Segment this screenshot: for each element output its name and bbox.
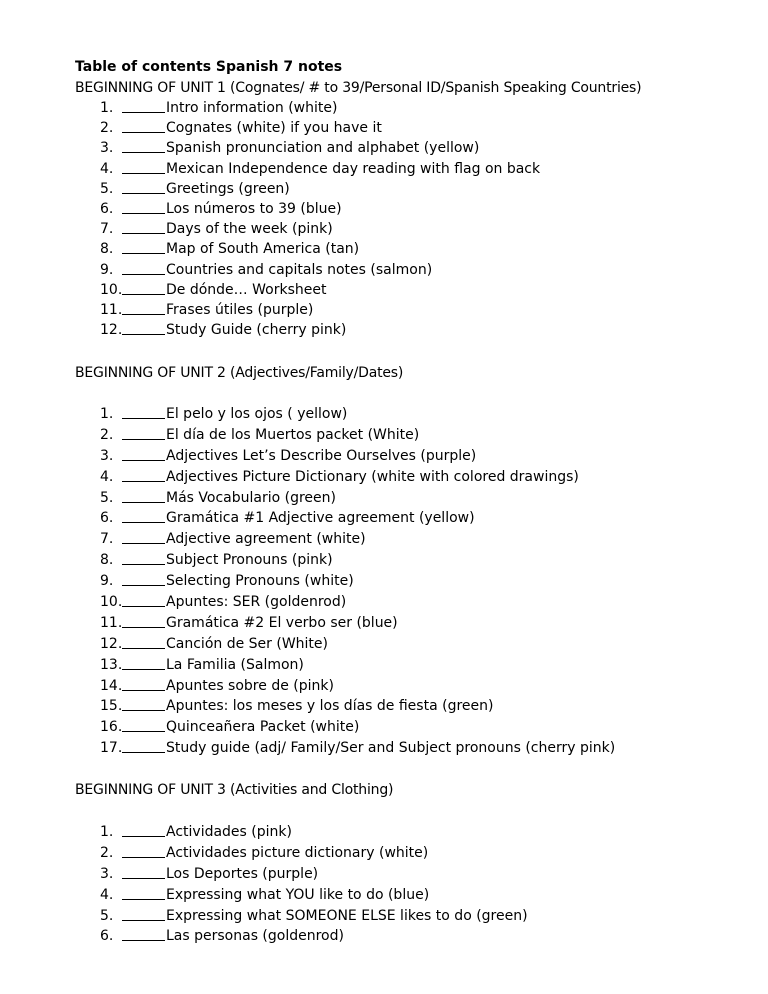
check-blank — [122, 752, 165, 753]
item-text: Gramática #1 Adjective agreement (yellow) — [166, 510, 475, 527]
check-blank — [122, 314, 165, 315]
item-number: 12. — [100, 322, 123, 339]
check-blank — [122, 648, 165, 649]
item-number: 5. — [100, 180, 114, 197]
check-blank — [122, 213, 165, 214]
check-blank — [122, 564, 165, 565]
check-blank — [122, 233, 165, 234]
item-text: Adjectives Let’s Describe Ourselves (purple) — [166, 447, 477, 464]
item-text: Adjective agreement (white) — [166, 531, 366, 548]
item-text: Expressing what SOMEONE ELSE likes to do (green) — [166, 907, 528, 924]
item-text: Map of South America (tan) — [166, 241, 360, 258]
item-text: Las personas (goldenrod) — [166, 928, 344, 945]
check-blank — [122, 502, 165, 503]
check-blank — [122, 418, 165, 419]
item-text: La Familia (Salmon) — [166, 656, 304, 673]
check-blank — [122, 152, 165, 153]
item-text: Actividades (pink) — [166, 824, 292, 840]
item-number: 10. — [100, 594, 123, 611]
item-number: 3. — [100, 447, 114, 464]
item-number: 15. — [100, 698, 123, 715]
check-blank — [122, 899, 165, 900]
unit-1-heading: BEGINNING OF UNIT 1 (Cognates/ # to 39/Personal ID/Spanish Speaking Countries) — [75, 80, 642, 96]
item-number: 6. — [100, 200, 114, 217]
item-text: Spanish pronunciation and alphabet (yellow) — [166, 140, 480, 157]
item-text: Más Vocabulario (green) — [166, 489, 336, 506]
item-number: 11. — [100, 301, 123, 318]
item-number: 4. — [100, 886, 114, 903]
item-number: 5. — [100, 489, 114, 506]
item-number: 6. — [100, 928, 114, 945]
check-blank — [122, 543, 165, 544]
check-blank — [122, 857, 165, 858]
item-number: 12. — [100, 635, 123, 652]
item-text: Days of the week (pink) — [166, 221, 333, 238]
item-text: Canción de Ser (White) — [166, 635, 328, 652]
item-text: Greetings (green) — [166, 180, 290, 197]
check-blank — [122, 731, 165, 732]
item-number: 7. — [100, 531, 114, 548]
check-blank — [122, 173, 165, 174]
item-text: Quinceañera Packet (white) — [166, 719, 360, 736]
item-number: 2. — [100, 120, 114, 137]
item-number: 1. — [100, 824, 114, 840]
item-number: 11. — [100, 614, 123, 631]
item-number: 9. — [100, 261, 114, 278]
item-text: El día de los Muertos packet (White) — [166, 426, 420, 443]
item-text: El pelo y los ojos ( yellow) — [166, 406, 348, 422]
item-number: 3. — [100, 865, 114, 882]
check-blank — [122, 294, 165, 295]
item-text: Subject Pronouns (pink) — [166, 552, 333, 569]
item-number: 4. — [100, 468, 114, 485]
check-blank — [122, 710, 165, 711]
check-blank — [122, 690, 165, 691]
check-blank — [122, 920, 165, 921]
item-text: Expressing what YOU like to do (blue) — [166, 886, 430, 903]
check-blank — [122, 522, 165, 523]
check-blank — [122, 940, 165, 941]
check-blank — [122, 627, 165, 628]
item-number: 9. — [100, 573, 114, 590]
item-text: De dónde… Worksheet — [166, 281, 327, 298]
check-blank — [122, 253, 165, 254]
unit-3-heading: BEGINNING OF UNIT 3 (Activities and Clothing) — [75, 782, 394, 798]
check-blank — [122, 112, 165, 113]
item-number: 2. — [100, 426, 114, 443]
item-text: Adjectives Picture Dictionary (white with colored drawings) — [166, 468, 579, 485]
item-number: 13. — [100, 656, 123, 673]
item-text: Mexican Independence day reading with flag on back — [166, 160, 541, 177]
check-blank — [122, 669, 165, 670]
item-text: Frases útiles (purple) — [166, 301, 314, 318]
item-number: 1. — [100, 406, 114, 422]
check-blank — [122, 193, 165, 194]
item-number: 2. — [100, 844, 114, 861]
item-text: Apuntes sobre de (pink) — [166, 677, 334, 694]
item-number: 8. — [100, 241, 114, 258]
item-number: 1. — [100, 100, 114, 116]
item-text: Apuntes: los meses y los días de fiesta (green) — [166, 698, 494, 715]
item-number: 10. — [100, 281, 123, 298]
check-blank — [122, 878, 165, 879]
item-text: Los Deportes (purple) — [166, 865, 319, 882]
item-text: Study Guide (cherry pink) — [166, 322, 347, 339]
item-text: Los números to 39 (blue) — [166, 200, 342, 217]
item-number: 4. — [100, 160, 114, 177]
item-number: 8. — [100, 552, 114, 569]
item-number: 16. — [100, 719, 123, 736]
check-blank — [122, 274, 165, 275]
item-number: 5. — [100, 907, 114, 924]
item-text: Countries and capitals notes (salmon) — [166, 261, 433, 278]
item-text: Study guide (adj/ Family/Ser and Subject pronouns (cherry pink) — [166, 740, 616, 757]
item-text: Apuntes: SER (goldenrod) — [166, 594, 347, 611]
document-title: Table of contents Spanish 7 notes — [75, 59, 343, 75]
item-number: 6. — [100, 510, 114, 527]
item-text: Gramática #2 El verbo ser (blue) — [166, 614, 398, 631]
item-text: Cognates (white) if you have it — [166, 120, 382, 137]
unit-2-heading: BEGINNING OF UNIT 2 (Adjectives/Family/Dates) — [75, 365, 404, 381]
item-number: 17. — [100, 740, 123, 757]
item-text: Selecting Pronouns (white) — [166, 573, 354, 590]
check-blank — [122, 132, 165, 133]
item-text: Actividades picture dictionary (white) — [166, 844, 429, 861]
check-blank — [122, 606, 165, 607]
item-text: Intro information (white) — [166, 100, 338, 116]
check-blank — [122, 481, 165, 482]
item-number: 3. — [100, 140, 114, 157]
check-blank — [122, 836, 165, 837]
check-blank — [122, 439, 165, 440]
item-number: 7. — [100, 221, 114, 238]
item-number: 14. — [100, 677, 123, 694]
check-blank — [122, 460, 165, 461]
check-blank — [122, 585, 165, 586]
check-blank — [122, 334, 165, 335]
